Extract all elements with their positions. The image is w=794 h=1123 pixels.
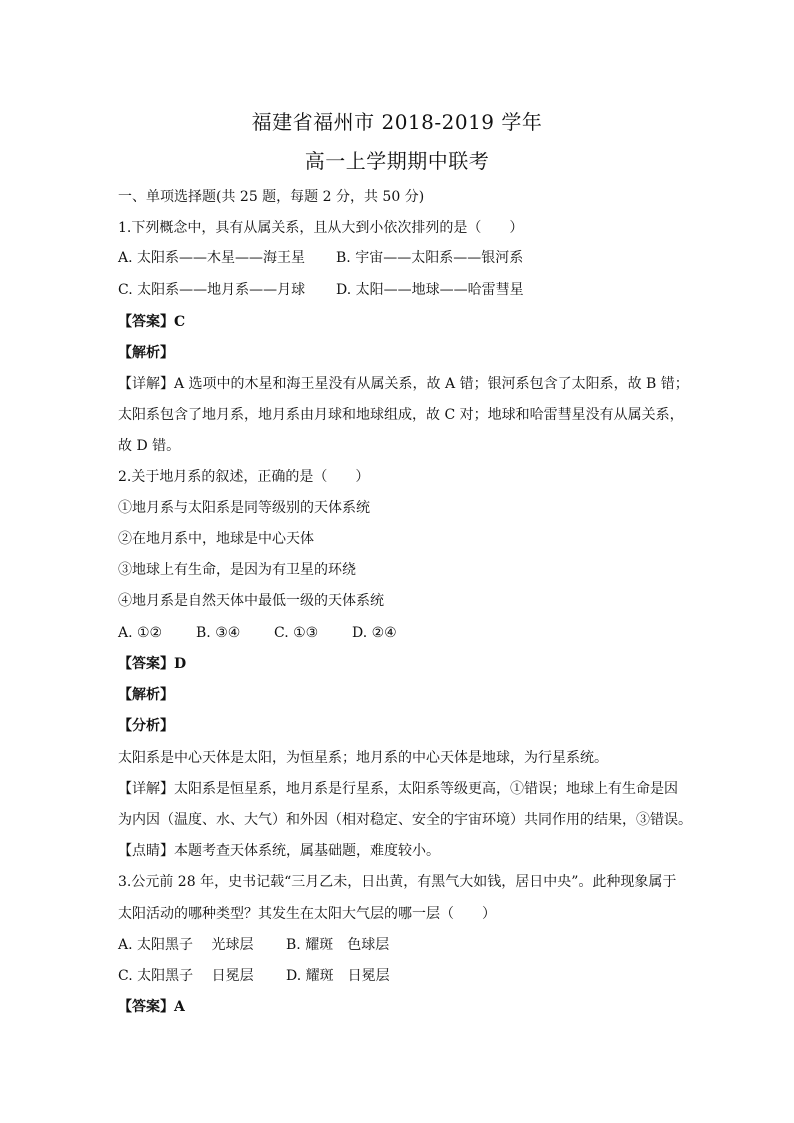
q2-answer: 【答案】D: [118, 656, 187, 672]
q2-option-d: D. ②④: [352, 625, 397, 641]
q2-detail-line2: 为内因（温度、水、大气）和外因（相对稳定、安全的宇宙环境）共同作用的结果，③错误。: [118, 812, 692, 828]
q2-statement-1: ①地月系与太阳系是同等级别的天体系统: [118, 500, 370, 516]
q1-options-row1: [118, 249, 678, 267]
q1-answer: 【答案】C: [118, 314, 186, 330]
q3-option-c: C. 太阳黑子 日冕层: [118, 968, 254, 984]
q2-options: [118, 624, 678, 642]
q2-option-b: B. ③④: [196, 625, 241, 641]
q3-option-a: A. 太阳黑子 光球层: [118, 937, 254, 953]
q3-options-row1: [118, 936, 678, 954]
q1-detail-line3: 故 D 错。: [118, 438, 181, 454]
q3-answer: 【答案】A: [118, 999, 185, 1015]
q2-statement-2: ②在地月系中，地球是中心天体: [118, 531, 314, 547]
q3-stem-line1: 3.公元前 28 年，史书记载“三月乙未，日出黄，有黑气大如钱，居日中央”。此种现象属于: [118, 874, 677, 890]
q2-detail-line1: 【详解】太阳系是恒星系，地月系是行星系，太阳系等级更高，①错误；地球上有生命是因: [118, 781, 678, 797]
q1-option-b: B. 宇宙——太阳系——银河系: [336, 250, 524, 266]
q1-stem: 1.下列概念中，具有从属关系，且从大到小依次排列的是（ ）: [118, 220, 524, 236]
q1-option-d: D. 太阳——地球——哈雷彗星: [336, 282, 524, 298]
q2-option-c: C. ①③: [274, 625, 319, 641]
q3-option-b: B. 耀斑 色球层: [286, 937, 390, 953]
q2-statement-4: ④地月系是自然天体中最低一级的天体系统: [118, 593, 384, 609]
q3-stem-line2: 太阳活动的哪种类型？其发生在太阳大气层的哪一层（ ）: [118, 906, 496, 922]
q3-option-d: D. 耀斑 日冕层: [286, 968, 390, 984]
document-title-line1: 福建省福州市 2018-2019 学年: [251, 110, 543, 134]
q1-detail-line2: 太阳系包含了地月系，地月系由月球和地球组成，故 C 对；地球和哈雷彗星没有从属关系，: [118, 407, 684, 423]
q2-option-a: A. ①②: [118, 625, 163, 641]
q2-stem: 2.关于地月系的叙述，正确的是（ ）: [118, 469, 370, 485]
q1-option-a: A. 太阳系——木星——海王星: [118, 250, 306, 266]
q2-fenxi-text: 太阳系是中心天体是太阳，为恒星系；地月系的中心天体是地球，为行星系统。: [118, 750, 608, 766]
q1-options-row2: [118, 281, 678, 299]
document-title-line2: 高一上学期期中联考: [304, 149, 490, 173]
section-header: 一、单项选择题(共 25 题，每题 2 分，共 50 分): [118, 189, 425, 205]
q1-option-c: C. 太阳系——地月系——月球: [118, 282, 306, 298]
q1-analysis-label: 【解析】: [118, 345, 174, 361]
q3-options-row2: [118, 967, 678, 985]
q1-detail-line1: 【详解】A 选项中的木星和海王星没有从属关系，故 A 错；银河系包含了太阳系，故 B 错；: [118, 376, 689, 392]
q2-fenxi-label: 【分析】: [118, 718, 174, 734]
q2-dianjing: 【点睛】本题考查天体系统，属基础题，难度较小。: [118, 843, 440, 859]
q2-analysis-label: 【解析】: [118, 687, 174, 703]
q2-statement-3: ③地球上有生命，是因为有卫星的环绕: [118, 562, 356, 578]
